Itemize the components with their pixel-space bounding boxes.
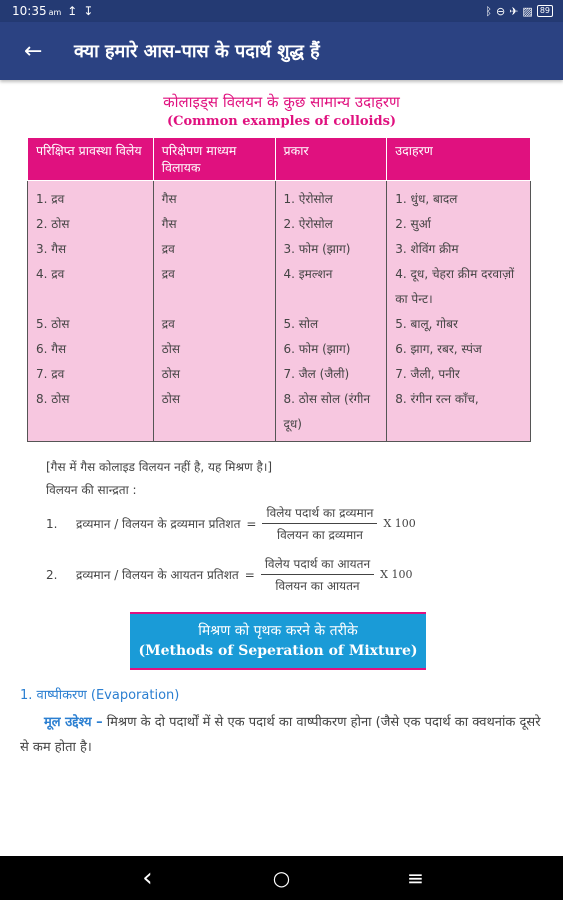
- no-sim-icon: ▨: [522, 4, 533, 18]
- cell-dispersed: 3. गैस: [28, 237, 154, 262]
- app-bar: [0, 22, 563, 80]
- table-row: [28, 237, 531, 262]
- colloid-table: [27, 137, 531, 442]
- cell-type: 2. ऐरोसोल: [275, 212, 387, 237]
- navigation-bar: [0, 856, 563, 900]
- cell-medium: द्रव: [153, 262, 275, 312]
- formula-number: 2.: [46, 567, 58, 582]
- header-medium: परिक्षेपण माध्यम विलायक: [153, 138, 275, 181]
- cell-type: 1. ऐरोसोल: [275, 181, 387, 213]
- header-type: प्रकार: [275, 138, 387, 181]
- cell-medium: द्रव: [153, 312, 275, 337]
- download-icon: ↧: [83, 4, 94, 18]
- concentration-label: विलयन की सान्द्रता :: [46, 483, 137, 497]
- cell-type: 6. फोम (झाग): [275, 337, 387, 362]
- table-row: [28, 262, 531, 312]
- formula-equals: =: [244, 567, 255, 582]
- cell-dispersed: 1. द्रव: [28, 181, 154, 213]
- formula-lhs: द्रव्यमान / विलयन के आयतन प्रतिशत: [76, 568, 239, 582]
- cell-type: 3. फोम (झाग): [275, 237, 387, 262]
- purpose-text: मिश्रण के दो पदार्थों में से एक पदार्थ का वाष्पीकरण होना (जैसे एक पदार्थ का क्वथनांक दूसरे से कम होता है।: [20, 715, 541, 755]
- cell-example: 5. बालू, गोबर: [387, 312, 531, 337]
- cell-medium: ठोस: [153, 337, 275, 362]
- purpose-paragraph: [20, 710, 545, 760]
- cell-medium: गैस: [153, 181, 275, 213]
- colloid-heading-english: (Common examples of colloids): [166, 114, 397, 129]
- formula-multiplier: X 100: [383, 517, 416, 530]
- formula-lhs: द्रव्यमान / विलयन के द्रव्यमान प्रतिशत: [76, 517, 241, 531]
- methods-heading-hindi: मिश्रण को पृथक करने के तरीके: [198, 623, 358, 639]
- formula-mass-percent: [46, 504, 416, 543]
- formula-fraction: [262, 504, 377, 543]
- cell-type: 4. इमल्शन: [275, 262, 387, 312]
- cell-medium: द्रव: [153, 237, 275, 262]
- cell-example: 7. जैली, पनीर: [387, 362, 531, 387]
- status-time: 10:35 am: [12, 4, 62, 18]
- upload-icon: ↥: [67, 4, 78, 18]
- status-bar: [0, 0, 563, 22]
- methods-heading-box: [130, 612, 426, 670]
- methods-heading-english: (Methods of Seperation of Mixture): [138, 643, 418, 659]
- formula-multiplier: X 100: [380, 568, 413, 581]
- page-title: क्या हमारे आस-पास के पदार्थ शुद्ध हैं: [74, 41, 320, 62]
- cell-medium: ठोस: [153, 362, 275, 387]
- formula-equals: =: [246, 516, 257, 531]
- formula-volume-percent: [46, 555, 412, 594]
- cell-example: 8. रंगीन रत्न काँच,: [387, 387, 531, 442]
- formula-fraction: [261, 555, 374, 594]
- formula-numerator: विलेय पदार्थ का आयतन: [261, 555, 374, 575]
- table-row: [28, 181, 531, 213]
- note-text: [गैस में गैस कोलाइड विलयन नहीं है, यह मिश्रण है।]: [46, 460, 273, 474]
- dnd-icon: ⊖: [495, 4, 506, 18]
- table-row: [28, 337, 531, 362]
- table-row: [28, 212, 531, 237]
- formula-numerator: विलेय पदार्थ का द्रव्यमान: [262, 504, 377, 524]
- cell-medium: ठोस: [153, 387, 275, 442]
- cell-example: 1. धुंध, बादल: [387, 181, 531, 213]
- cell-example: 6. झाग, रबर, स्पंज: [387, 337, 531, 362]
- airplane-icon: ✈: [509, 4, 519, 18]
- back-arrow-icon[interactable]: ←: [24, 38, 43, 64]
- cell-type: 5. सोल: [275, 312, 387, 337]
- cell-dispersed: 4. द्रव: [28, 262, 154, 312]
- cell-dispersed: 5. ठोस: [28, 312, 154, 337]
- cell-example: 3. शेविंग क्रीम: [387, 237, 531, 262]
- header-dispersed: परिक्षिप्त प्रावस्था विलेय: [28, 138, 154, 181]
- cell-type: 7. जैल (जैली): [275, 362, 387, 387]
- nav-menu-icon[interactable]: ≡: [407, 866, 424, 890]
- table-row: [28, 362, 531, 387]
- cell-medium: गैस: [153, 212, 275, 237]
- bluetooth-icon: ᛒ: [485, 4, 492, 18]
- colloid-heading-hindi: कोलाइड्स विलयन के कुछ सामान्य उदाहरण: [163, 93, 400, 111]
- cell-type: 8. ठोस सोल (रंगीन दूध): [275, 387, 387, 442]
- content-area[interactable]: [0, 80, 563, 856]
- table-row: [28, 312, 531, 337]
- cell-dispersed: 2. ठोस: [28, 212, 154, 237]
- purpose-label: मूल उद्देश्य –: [44, 715, 103, 730]
- cell-dispersed: 7. द्रव: [28, 362, 154, 387]
- formula-denominator: विलयन का आयतन: [275, 579, 360, 593]
- evaporation-heading: 1. वाष्पीकरण (Evaporation): [20, 688, 180, 703]
- table-row: [28, 387, 531, 442]
- battery-icon: 89: [537, 5, 553, 17]
- table-header-row: [28, 138, 531, 181]
- cell-example: 2. सुर्आ: [387, 212, 531, 237]
- cell-dispersed: 8. ठोस: [28, 387, 154, 442]
- formula-denominator: विलयन का द्रव्यमान: [277, 528, 363, 542]
- header-example: उदाहरण: [387, 138, 531, 181]
- cell-example: 4. दूध, चेहरा क्रीम दरवाज़ों का पेन्ट।: [387, 262, 531, 312]
- formula-number: 1.: [46, 516, 58, 531]
- nav-home-icon[interactable]: ○: [272, 866, 291, 890]
- nav-back-icon[interactable]: ‹: [142, 863, 153, 893]
- cell-dispersed: 6. गैस: [28, 337, 154, 362]
